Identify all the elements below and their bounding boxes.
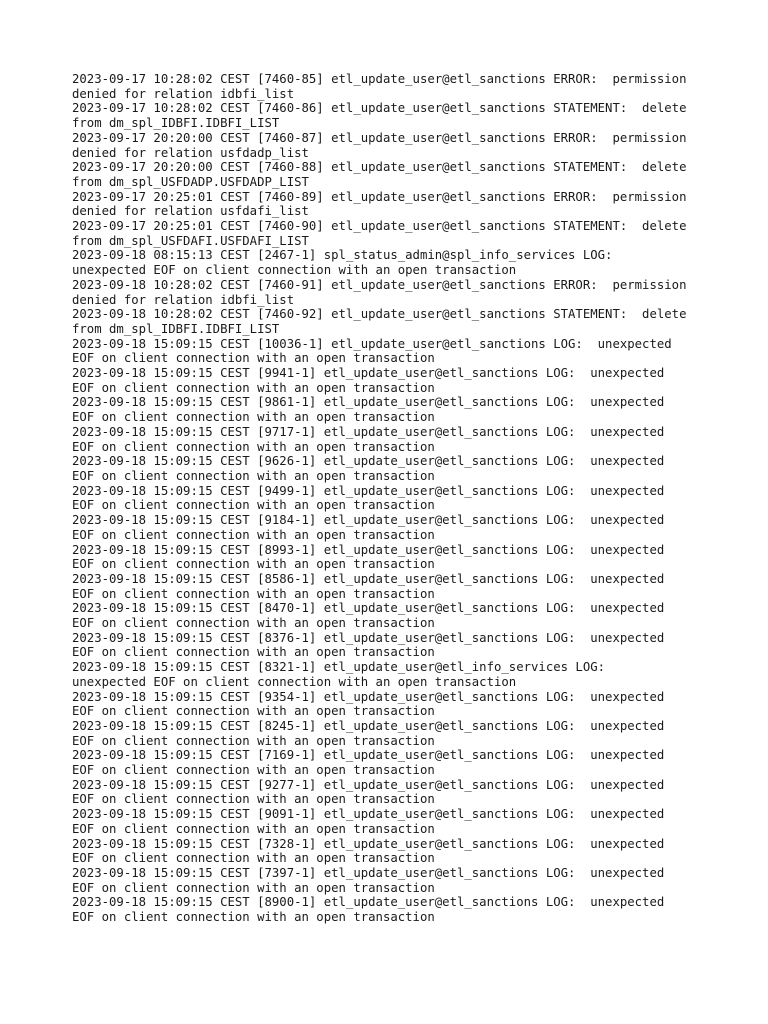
log-entry: 2023-09-18 15:09:15 CEST [8586-1] etl_update_user@etl_sanctions LOG: unexpected EOF on client connection with an open transaction — [72, 571, 665, 601]
log-entry: 2023-09-17 10:28:02 CEST [7460-86] etl_update_user@etl_sanctions STATEMENT: delete from dm_spl_IDBFI.IDBFI_LIST — [72, 101, 687, 131]
log-text — [72, 72, 712, 925]
log-entry: 2023-09-18 15:09:15 CEST [8470-1] etl_update_user@etl_sanctions LOG: unexpected EOF on client connection with an open transaction — [72, 601, 665, 631]
log-entry: 2023-09-18 15:09:15 CEST [7397-1] etl_update_user@etl_sanctions LOG: unexpected EOF on client connection with an open transaction — [72, 865, 665, 895]
log-entry: 2023-09-18 10:28:02 CEST [7460-91] etl_update_user@etl_sanctions ERROR: permission denied for relation idbfi_list — [72, 277, 687, 307]
log-entry: 2023-09-18 15:09:15 CEST [9184-1] etl_update_user@etl_sanctions LOG: unexpected EOF on client connection with an open transaction — [72, 513, 665, 542]
log-entry: 2023-09-18 15:09:15 CEST [9861-1] etl_update_user@etl_sanctions LOG: unexpected EOF on client connection with an open transaction — [72, 395, 665, 425]
log-entry: 2023-09-18 15:09:15 CEST [9717-1] etl_update_user@etl_sanctions LOG: unexpected EOF on client connection with an open transaction — [72, 424, 665, 454]
log-entry: 2023-09-17 20:25:01 CEST [7460-90] etl_update_user@etl_sanctions STATEMENT: delete from dm_spl_USFDAFI.USFDAFI_LIST — [72, 219, 687, 248]
log-entry: 2023-09-18 15:09:15 CEST [8376-1] etl_update_user@etl_sanctions LOG: unexpected EOF on client connection with an open transaction — [72, 630, 665, 660]
log-entry: 2023-09-18 15:09:15 CEST [9626-1] etl_update_user@etl_sanctions LOG: unexpected EOF on client connection with an open transaction — [72, 454, 665, 483]
log-entry: 2023-09-17 20:20:00 CEST [7460-87] etl_update_user@etl_sanctions ERROR: permission denied for relation usfdadp_list — [72, 130, 687, 160]
log-entry: 2023-09-17 10:28:02 CEST [7460-85] etl_update_user@etl_sanctions ERROR: permission denied for relation idbfi_list — [72, 72, 687, 101]
log-entry: 2023-09-18 15:09:15 CEST [8321-1] etl_update_user@etl_info_services LOG: unexpected EOF on client connection with an open transaction — [72, 660, 606, 689]
log-entry: 2023-09-18 15:09:15 CEST [9354-1] etl_update_user@etl_sanctions LOG: unexpected EOF on client connection with an open transaction — [72, 689, 665, 719]
log-entry: 2023-09-18 15:09:15 CEST [9091-1] etl_update_user@etl_sanctions LOG: unexpected EOF on client connection with an open transaction — [72, 807, 665, 836]
log-entry: 2023-09-18 15:09:15 CEST [9499-1] etl_update_user@etl_sanctions LOG: unexpected EOF on client connection with an open transaction — [72, 483, 665, 513]
log-entry: 2023-09-18 15:09:15 CEST [9277-1] etl_update_user@etl_sanctions LOG: unexpected EOF on client connection with an open transaction — [72, 777, 665, 807]
log-entry: 2023-09-18 15:09:15 CEST [7169-1] etl_update_user@etl_sanctions LOG: unexpected EOF on client connection with an open transaction — [72, 748, 665, 778]
log-entry: 2023-09-18 15:09:15 CEST [8245-1] etl_update_user@etl_sanctions LOG: unexpected EOF on client connection with an open transaction — [72, 718, 665, 748]
log-entry: 2023-09-17 20:25:01 CEST [7460-89] etl_update_user@etl_sanctions ERROR: permission denied for relation usfdafi_list — [72, 189, 687, 219]
log-entry: 2023-09-18 15:09:15 CEST [9941-1] etl_update_user@etl_sanctions LOG: unexpected EOF on client connection with an open transaction — [72, 366, 665, 395]
log-entry: 2023-09-18 15:09:15 CEST [8993-1] etl_update_user@etl_sanctions LOG: unexpected EOF on client connection with an open transaction — [72, 542, 665, 572]
log-entry: 2023-09-18 15:09:15 CEST [8900-1] etl_update_user@etl_sanctions LOG: unexpected EOF on client connection with an open transaction — [72, 895, 665, 925]
log-entry: 2023-09-18 08:15:13 CEST [2467-1] spl_status_admin@spl_info_services LOG: unexpected EOF on client connection with an open transaction — [72, 248, 613, 278]
log-entry: 2023-09-18 15:09:15 CEST [7328-1] etl_update_user@etl_sanctions LOG: unexpected EOF on client connection with an open transaction — [72, 836, 665, 866]
log-entry: 2023-09-17 20:20:00 CEST [7460-88] etl_update_user@etl_sanctions STATEMENT: delete from dm_spl_USFDADP.USFDADP_LIST — [72, 160, 687, 189]
log-entry: 2023-09-18 15:09:15 CEST [10036-1] etl_update_user@etl_sanctions LOG: unexpected EOF on client connection with an open transaction — [72, 336, 672, 366]
log-entry: 2023-09-18 10:28:02 CEST [7460-92] etl_update_user@etl_sanctions STATEMENT: delete from dm_spl_IDBFI.IDBFI_LIST — [72, 307, 687, 336]
